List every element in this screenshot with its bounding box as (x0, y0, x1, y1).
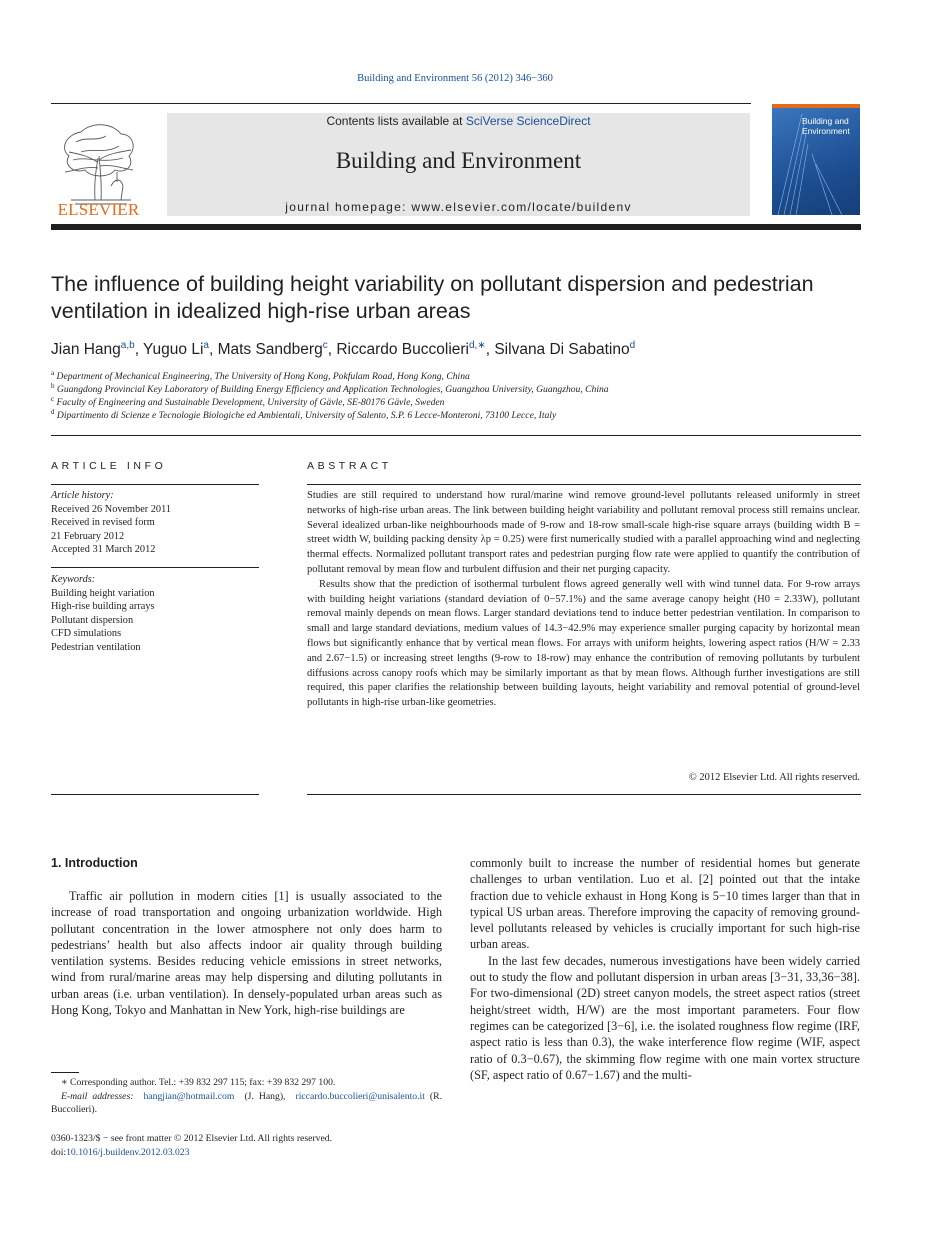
history-item: 21 February 2012 (51, 530, 125, 542)
abstract-rule (307, 484, 861, 485)
article-info-end-rule (51, 794, 259, 795)
affiliation-c: $^c$ Faculty of Engineering and Sustainable Development, University of Gävle, SE-80176 Gävle, Sweden (51, 395, 445, 409)
footnote-rule (51, 1072, 79, 1073)
cover-title: Building and Environment (802, 116, 850, 136)
author-name[interactable]: Silvana Di Sabatino (494, 341, 630, 359)
intro-paragraph-1: Traffic air pollution in modern cities [1] is usually associated to the increase of road transportation and ongoing urbanization worldwide. High pollutant concentration in the lower atmosphere not only does harm to pedestrians’ health but also affects indoor air quality through building ventilation systems. Besides reducing vehicle emissions in street networks, wind from rural/marine areas may help dispersing and diluting pollutants in urban areas (i.e. urban ventilation). In densely-populated urban areas such as Hong Kong, Tokyo and Manhattan in New York, high-rise buildings are (51, 889, 442, 1018)
abstract-end-rule (307, 794, 861, 795)
author-name[interactable]: Yuguo Li (143, 341, 204, 359)
keyword: High-rise building arrays (51, 601, 155, 612)
keyword: Pedestrian ventilation (51, 641, 141, 653)
history-label: Article history: (51, 490, 114, 501)
doi-link[interactable]: 10.1016/j.buildenv.2012.03.023 (66, 1146, 190, 1158)
author-name[interactable]: Mats Sandberg (217, 341, 323, 359)
corresponding-author-footnote (51, 1076, 442, 1117)
history-item: Received 26 November 2011 (51, 503, 171, 515)
author-affiliation-marker[interactable]: c (322, 340, 328, 351)
article-info-heading: ARTICLE INFO (51, 460, 167, 472)
keywords-list (51, 573, 259, 654)
keyword: Building height variation (51, 587, 155, 599)
abstract-paragraph-1: Studies are still required to understand how rural/marine wind remove ground-level pollutants released uniformly in street networks of high-rise urban areas. The link between building height variability and pollutant removal process still remains unclear. Several idealized urban-like neighbourhoods made of 9-row and 18-row small-scale high-rise square arrays (building width B = street width W, building packing density λp = 0.25) were first numerically studied with a parallel approaching wind and neglecting thermal effects. Normalized pollutant transport rates and pedestrian purging flow rate were applied to quantify the contribution of pollutant removal by mean flow and turbulent diffusion and their net purging capacity. (307, 490, 860, 575)
author-affiliation-marker[interactable]: d (629, 340, 636, 351)
corresponding-author-line: ∗ Corresponding author. Tel.: +39 832 297 115; fax: +39 832 297 100. (61, 1077, 336, 1088)
journal-homepage[interactable]: journal homepage: www.elsevier.com/locate/buildenv (285, 200, 632, 214)
issn-line (51, 1132, 332, 1159)
header-rule (51, 103, 751, 104)
history-item: Received in revised form (51, 517, 155, 528)
body-column-left (51, 888, 442, 1018)
article-info-rule (51, 484, 259, 485)
doi-label: doi: (51, 1146, 67, 1158)
intro-paragraph-1-continued: commonly built to increase the number of residential homes but generate challenges to urban ventilation. Luo et al. [2] pointed out that the intake fraction due to vehicle exhaust in Hong Kong is 5−10 times larger than that in typical US urban areas. Therefore improving the capacity of removing ground-level pollutants released by vehicles is crucially important for such high-rise urban areas. (470, 856, 860, 952)
keywords-rule (51, 567, 259, 568)
affiliation-a: $^a$ Department of Mechanical Engineering, The University of Hong Kong, Pokfulam Road, Hong Kong, China (51, 369, 470, 383)
article-title: The influence of building height variability on pollutant dispersion and pedestrian ventilation in idealized high-rise urban areas (51, 272, 814, 323)
affiliation-b: $^b$ Guangdong Provincial Key Laboratory of Building Energy Efficiency and Application Technologies, Guangzhou University, Guangzhou, China (51, 382, 609, 396)
author-name[interactable]: Riccardo Buccolieri (336, 341, 469, 359)
article-history (51, 489, 259, 557)
abstract-body (307, 489, 860, 711)
abstract-paragraph-2: Results show that the prediction of isothermal turbulent flows agreed generally well with wind tunnel data. For 9-row arrays with building height variations (standard deviation of 0−57.1%) and the same average canopy height (H0 = 2.33W), pollutant removal mainly depends on mean flows. Larger standard deviations tend to induce better pedestrian ventilation. In comparison to small and large standard deviations, medium values of 14.3−42.9% may experience smaller purging capacity by horizontal mean flows but significantly enhance that by vertical mean flows. For arrays with uniform heights, lowering aspect ratios (H/W = 2.33 and 2.67−1.5) or increasing street lengths (9-row to 18-row) may enhance the contribution of removing pollutants by turbulent diffusions across canopy roofs which may be similarly important as that by mean flows. Although further investigations are still required, this paper clarifies the relationship between building layouts, height variability and removal potential of ground-level pollutants in high-rise urban-like geometries. (307, 578, 860, 709)
email-owner-hang: (J. Hang), (244, 1090, 286, 1102)
keyword: CFD simulations (51, 628, 122, 639)
intro-paragraph-2: In the last few decades, numerous investigations have been widely carried out to study the flow and pollutant dispersion in urban areas [3−31, 33,36−38]. For two-dimensional (2D) street canyon models, the street aspect ratios (street height/street width, H/W) are the most important parameters. Four flow regimes can be categorized [3−6], i.e. the isolated roughness flow regime (IRF, aspect ratio is less than 0.3), the wake interference flow regime (WIF, aspect ratio of 0.3−0.67), the skimming flow regime with one main vortex structure (SF, aspect ratio of 0.67−1.67) and the multi- (470, 953, 860, 1082)
affiliation-rule (51, 435, 861, 436)
email-link-hang[interactable]: hangjian@hotmail.com (143, 1090, 235, 1102)
introduction-heading: 1. Introduction (51, 856, 138, 870)
author-affiliation-marker[interactable]: a (203, 340, 209, 351)
author-list: Jian Hang$^{a,b}$, Yuguo Li$^a$, Mats Sandberg$^c$, Riccardo Buccolieri$^{d,∗}$, Silvana Di Sabatino$^d$ (51, 340, 636, 359)
journal-name: Building and Environment (335, 148, 582, 173)
elsevier-wordmark: ELSEVIER (57, 200, 140, 219)
abstract-heading: ABSTRACT (307, 460, 392, 472)
journal-reference[interactable]: Building and Environment 56 (2012) 346−360 (357, 73, 553, 84)
history-item: Accepted 31 March 2012 (51, 544, 156, 555)
contents-line (167, 114, 750, 128)
affiliation-d: $^d$ Dipartimento di Scienze e Tecnologie Biologiche ed Ambientali, University of Salento, S.P. 6 Lecce-Monteroni, 73100 Lecce, Italy (51, 408, 557, 422)
contents-prefix: Contents lists available at (326, 114, 466, 128)
sciencedirect-link[interactable]: SciVerse ScienceDirect (465, 114, 591, 128)
body-column-right (470, 855, 860, 1083)
email-label: E-mail addresses: (61, 1090, 134, 1102)
issn-text: 0360-1323/$ − see front matter © 2012 Elsevier Ltd. All rights reserved. (51, 1133, 333, 1144)
author-affiliation-marker[interactable]: d,∗ (469, 340, 486, 351)
author-name[interactable]: Jian Hang (51, 341, 121, 359)
author-affiliation-marker[interactable]: a,b (120, 340, 135, 351)
keywords-label: Keywords: (51, 574, 96, 585)
keyword: Pollutant dispersion (51, 614, 134, 626)
email-owner-buccolieri: (R. Buccolieri). (51, 1090, 443, 1115)
email-link-buccolieri[interactable]: riccardo.buccolieri@unisalento.it (295, 1090, 425, 1102)
header-thick-rule (51, 224, 861, 230)
abstract-copyright: © 2012 Elsevier Ltd. All rights reserved. (688, 772, 860, 783)
